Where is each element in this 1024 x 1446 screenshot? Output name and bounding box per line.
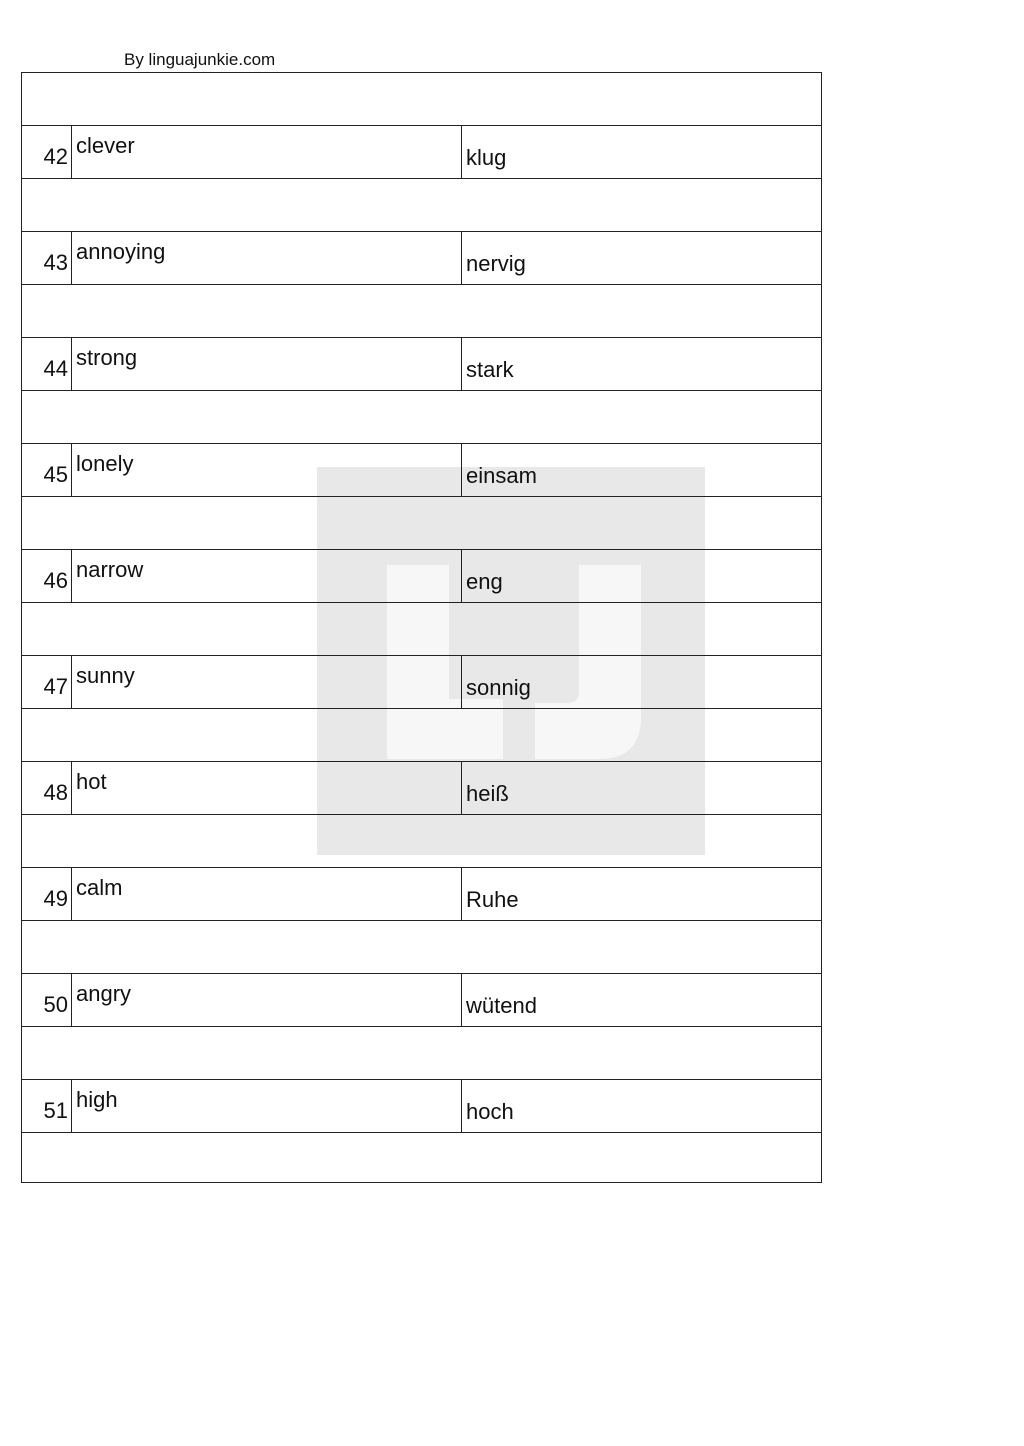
blank-row (22, 497, 821, 550)
row-number: 51 (43, 1098, 68, 1123)
vocab-row-50 (22, 974, 821, 1027)
english-cell (72, 444, 462, 496)
row-number: 45 (43, 462, 68, 487)
german-cell (462, 126, 821, 178)
english-cell (72, 126, 462, 178)
english-cell (72, 1080, 462, 1132)
german-word: sonnig (466, 675, 531, 700)
english-cell (72, 762, 462, 814)
english-word: lonely (76, 451, 134, 476)
english-word: clever (76, 133, 135, 158)
blank-row (22, 391, 821, 444)
blank-row (22, 1133, 821, 1186)
row-number: 42 (43, 144, 68, 169)
blank-row (22, 73, 821, 126)
english-cell (72, 232, 462, 284)
german-cell (462, 232, 821, 284)
vocab-row-46 (22, 550, 821, 603)
number-cell (22, 338, 72, 390)
english-word: annoying (76, 239, 166, 264)
row-number: 49 (43, 886, 68, 911)
number-cell (22, 550, 72, 602)
row-number: 50 (43, 992, 68, 1017)
number-cell (22, 762, 72, 814)
german-word: eng (466, 569, 503, 594)
english-cell (72, 550, 462, 602)
english-word: calm (76, 875, 123, 900)
blank-row (22, 179, 821, 232)
english-word: high (76, 1087, 118, 1112)
number-cell (22, 444, 72, 496)
vocab-row-48 (22, 762, 821, 815)
vocab-row-47 (22, 656, 821, 709)
english-word: angry (76, 981, 132, 1006)
number-cell (22, 974, 72, 1026)
blank-row (22, 603, 821, 656)
german-cell (462, 762, 821, 814)
blank-row (22, 709, 821, 762)
english-cell (72, 868, 462, 920)
row-number: 47 (43, 674, 68, 699)
blank-row (22, 921, 821, 974)
german-word: stark (466, 357, 514, 382)
row-number: 43 (43, 250, 68, 275)
german-cell (462, 338, 821, 390)
row-number: 48 (43, 780, 68, 805)
vocab-row-45 (22, 444, 821, 497)
byline: By linguajunkie.com (124, 50, 276, 69)
number-cell (22, 1080, 72, 1132)
number-cell (22, 232, 72, 284)
german-word: wütend (466, 993, 537, 1018)
german-cell (462, 1080, 821, 1132)
english-word: sunny (76, 663, 135, 688)
english-word: strong (76, 345, 138, 370)
vocab-row-42 (22, 126, 821, 179)
german-word: klug (466, 145, 507, 170)
vocab-row-44 (22, 338, 821, 391)
german-word: Ruhe (466, 887, 519, 912)
blank-row (22, 285, 821, 338)
german-word: hoch (466, 1099, 514, 1124)
english-cell (72, 974, 462, 1026)
german-word: heiß (466, 781, 509, 806)
number-cell (22, 126, 72, 178)
german-word: nervig (466, 251, 526, 276)
english-cell (72, 656, 462, 708)
vocab-row-51 (22, 1080, 821, 1133)
english-word: hot (76, 769, 107, 794)
blank-row (22, 1027, 821, 1080)
english-cell (72, 338, 462, 390)
german-cell (462, 550, 821, 602)
row-number: 46 (43, 568, 68, 593)
row-number: 44 (43, 356, 68, 381)
blank-row (22, 815, 821, 868)
german-cell (462, 868, 821, 920)
vocab-row-49 (22, 868, 821, 921)
english-word: narrow (76, 557, 144, 582)
vocab-row-43 (22, 232, 821, 285)
number-cell (22, 656, 72, 708)
vocabulary-table (21, 72, 822, 1183)
german-word: einsam (466, 463, 537, 488)
german-cell (462, 974, 821, 1026)
german-cell (462, 444, 821, 496)
number-cell (22, 868, 72, 920)
german-cell (462, 656, 821, 708)
